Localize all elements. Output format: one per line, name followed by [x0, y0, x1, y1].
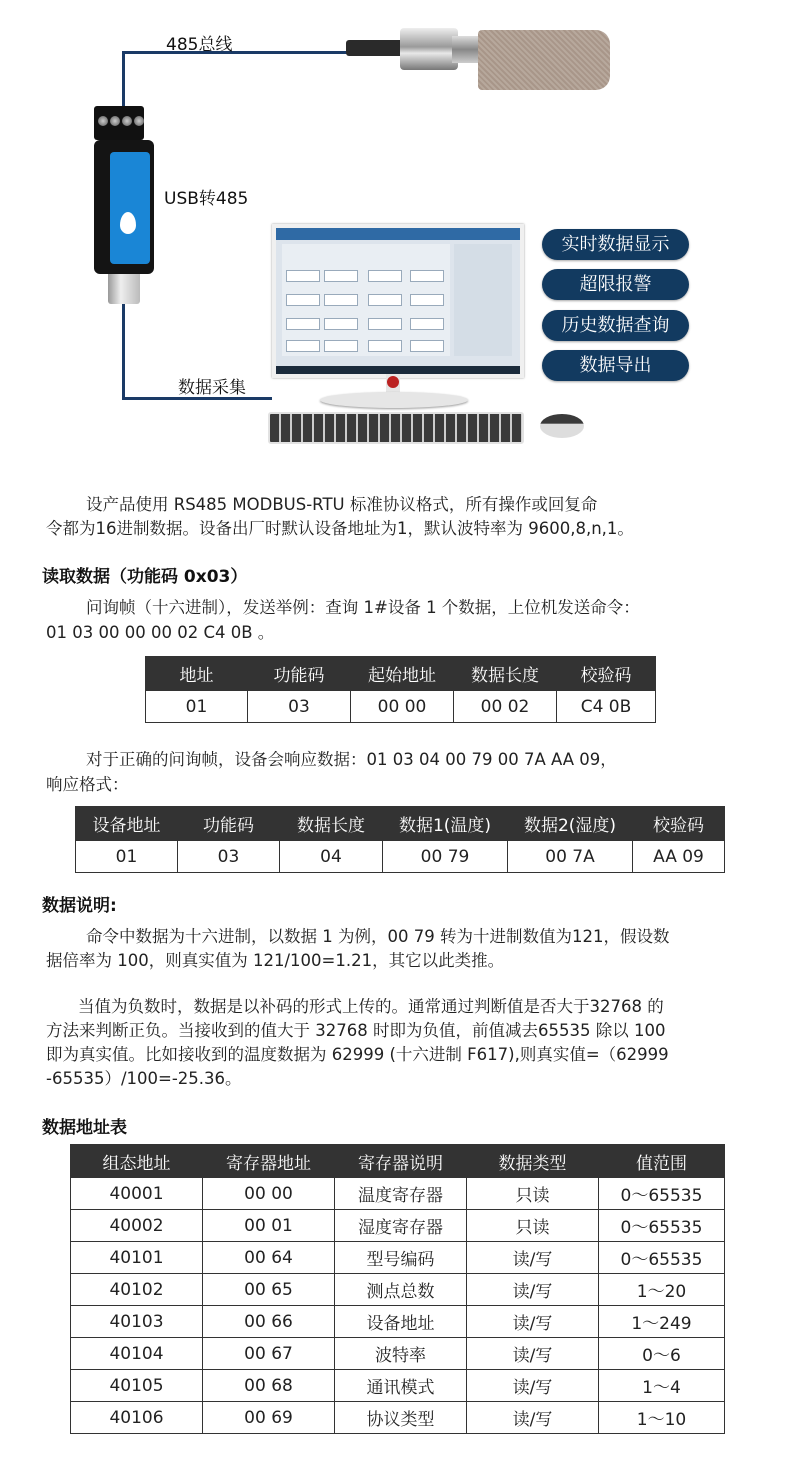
response-cell-data2: 00 7A	[508, 841, 633, 873]
response-header-data2: 数据2(湿度)	[508, 807, 633, 841]
query-header-crc: 校验码	[557, 657, 656, 691]
register-address-cell: 00 64	[203, 1242, 335, 1274]
config-address-cell: 40104	[71, 1338, 203, 1370]
value-range-cell: 0～65535	[599, 1178, 725, 1210]
query-header-function: 功能码	[248, 657, 351, 691]
config-address-cell: 40105	[71, 1370, 203, 1402]
data-type-cell: 读/写	[467, 1306, 599, 1338]
data-desc-p1-line2: 据倍率为 100，则真实值为 121/100=1.21，其它以此类推。	[46, 951, 505, 970]
register-description-cell: 温度寄存器	[335, 1178, 467, 1210]
config-address-cell: 40102	[71, 1274, 203, 1306]
data-type-cell: 读/写	[467, 1338, 599, 1370]
value-range-cell: 0～6	[599, 1338, 725, 1370]
response-header-device: 设备地址	[76, 807, 178, 841]
data-type-cell: 读/写	[467, 1274, 599, 1306]
register-description-cell: 波特率	[335, 1338, 467, 1370]
address-table-row	[71, 1370, 725, 1402]
query-frame-table	[145, 656, 656, 723]
register-description-cell: 湿度寄存器	[335, 1210, 467, 1242]
register-address-cell: 00 65	[203, 1274, 335, 1306]
query-cell-address: 01	[146, 691, 248, 723]
data-desc-p2-line3: 即为真实值。比如接收到的温度数据为 62999 (十六进制 F617),则真实值=（62999	[46, 1045, 669, 1064]
config-address-cell: 40103	[71, 1306, 203, 1338]
feature-realtime-display: 实时数据显示	[542, 229, 689, 260]
data-desc-p2-line1: 当值为负数时，数据是以补码的形式上传的。通常通过判断值是否大于32768 的	[78, 997, 664, 1016]
value-range-cell: 0～65535	[599, 1242, 725, 1274]
query-cell-length: 00 02	[454, 691, 557, 723]
address-header-config: 组态地址	[71, 1145, 203, 1178]
response-header-data1: 数据1(温度)	[383, 807, 508, 841]
register-description-cell: 测点总数	[335, 1274, 467, 1306]
data-type-cell: 读/写	[467, 1370, 599, 1402]
value-range-cell: 0～65535	[599, 1210, 725, 1242]
intro-line-1: 设产品使用 RS485 MODBUS-RTU 标准协议格式，所有操作或回复命	[86, 495, 598, 514]
feature-history-query: 历史数据查询	[542, 310, 689, 341]
usb-label: USB转485	[164, 189, 249, 209]
bus-wire-vertical	[122, 51, 125, 109]
response-header-length: 数据长度	[280, 807, 383, 841]
value-range-cell: 1～20	[599, 1274, 725, 1306]
data-desc-p1-line1: 命令中数据为十六进制，以数据 1 为例，00 79 转为十进制数值为121，假设数	[86, 927, 670, 946]
address-header-range: 值范围	[599, 1145, 725, 1178]
stand-joint	[387, 376, 399, 388]
data-type-cell: 读/写	[467, 1402, 599, 1434]
register-address-cell: 00 67	[203, 1338, 335, 1370]
address-header-register: 寄存器地址	[203, 1145, 335, 1178]
register-description-cell: 协议类型	[335, 1402, 467, 1434]
register-address-cell: 00 01	[203, 1210, 335, 1242]
response-header-function: 功能码	[178, 807, 280, 841]
data-desc-p2-line2: 方法来判断正负。当接收到的值大于 32768 时即为负值，前值减去65535 除以 100	[46, 1021, 666, 1040]
collect-label: 数据采集	[178, 378, 246, 398]
address-table-row	[71, 1274, 725, 1306]
config-address-cell: 40001	[71, 1178, 203, 1210]
address-table-row	[71, 1242, 725, 1274]
value-range-cell: 1～249	[599, 1306, 725, 1338]
query-header-address: 地址	[146, 657, 248, 691]
address-header-type: 数据类型	[467, 1145, 599, 1178]
response-cell-crc: AA 09	[633, 841, 725, 873]
data-desc-title: 数据说明:	[42, 896, 117, 916]
data-type-cell: 只读	[467, 1210, 599, 1242]
data-desc-p2-line4: -65535）/100=-25.36。	[46, 1069, 242, 1088]
query-cell-crc: C4 0B	[557, 691, 656, 723]
value-range-cell: 1～10	[599, 1402, 725, 1434]
response-frame-table	[75, 806, 725, 873]
keyboard-image	[268, 412, 524, 444]
register-address-cell: 00 00	[203, 1178, 335, 1210]
response-cell-length: 04	[280, 841, 383, 873]
address-table-row	[71, 1306, 725, 1338]
read-section-title: 读取数据（功能码 0x03）	[42, 567, 248, 587]
address-table-row	[71, 1338, 725, 1370]
query-line-2: 01 03 00 00 00 02 C4 0B 。	[46, 623, 275, 642]
register-description-cell: 型号编码	[335, 1242, 467, 1274]
response-line-2: 响应格式：	[46, 775, 129, 794]
address-table	[70, 1144, 725, 1434]
intro-line-2: 令都为16进制数据。设备出厂时默认设备地址为1，默认波特率为 9600,8,n,1。	[46, 519, 634, 538]
value-range-cell: 1～4	[599, 1370, 725, 1402]
address-header-description: 寄存器说明	[335, 1145, 467, 1178]
config-address-cell: 40101	[71, 1242, 203, 1274]
feature-data-export: 数据导出	[542, 350, 689, 381]
usb-wire-vertical	[122, 300, 125, 400]
address-table-row	[71, 1210, 725, 1242]
response-cell-device: 01	[76, 841, 178, 873]
response-header-crc: 校验码	[633, 807, 725, 841]
config-address-cell: 40106	[71, 1402, 203, 1434]
address-table-title: 数据地址表	[42, 1118, 127, 1138]
monitor-base	[320, 392, 468, 408]
query-header-start: 起始地址	[351, 657, 454, 691]
query-cell-function: 03	[248, 691, 351, 723]
register-address-cell: 00 66	[203, 1306, 335, 1338]
address-table-row	[71, 1178, 725, 1210]
response-line-1: 对于正确的问询帧，设备会响应数据：01 03 04 00 79 00 7A AA 09，	[86, 750, 617, 769]
query-line-1: 问询帧（十六进制），发送举例：查询 1#设备 1 个数据，上位机发送命令：	[86, 598, 640, 617]
register-description-cell: 设备地址	[335, 1306, 467, 1338]
feature-limit-alarm: 超限报警	[542, 269, 689, 300]
bus-wire-horizontal	[122, 51, 348, 54]
query-header-length: 数据长度	[454, 657, 557, 691]
bus-label: 485总线	[166, 35, 233, 55]
data-type-cell: 读/写	[467, 1242, 599, 1274]
data-type-cell: 只读	[467, 1178, 599, 1210]
query-cell-start: 00 00	[351, 691, 454, 723]
register-address-cell: 00 69	[203, 1402, 335, 1434]
monitor-image	[272, 224, 524, 378]
response-cell-function: 03	[178, 841, 280, 873]
register-address-cell: 00 68	[203, 1370, 335, 1402]
register-description-cell: 通讯模式	[335, 1370, 467, 1402]
mouse-image	[540, 414, 584, 438]
address-table-row	[71, 1402, 725, 1434]
config-address-cell: 40002	[71, 1210, 203, 1242]
response-cell-data1: 00 79	[383, 841, 508, 873]
